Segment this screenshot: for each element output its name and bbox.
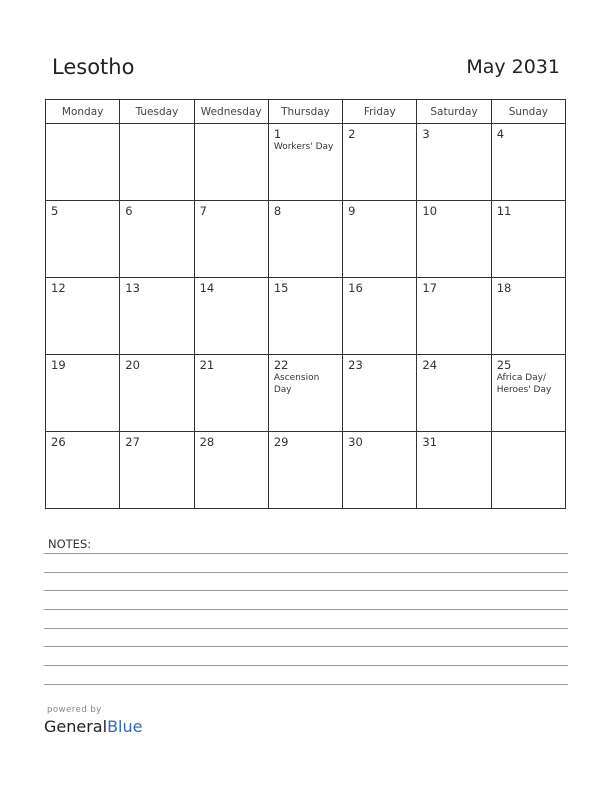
day-number: 16	[348, 281, 363, 295]
day-number: 27	[125, 435, 140, 449]
week-row	[46, 355, 566, 432]
day-cell	[417, 278, 491, 355]
weekday-header-row	[46, 100, 566, 124]
day-cell	[46, 355, 120, 432]
brand-logo	[44, 717, 142, 736]
day-number: 4	[496, 127, 505, 141]
day-cell	[343, 201, 417, 278]
day-number: 24	[422, 358, 438, 372]
day-cell	[491, 355, 565, 432]
day-number: 2	[348, 127, 356, 141]
brand-general: General	[44, 717, 108, 736]
day-cell	[491, 124, 565, 201]
day-number: 17	[422, 281, 438, 295]
day-number: 9	[348, 204, 356, 218]
month-year-title: May 2031	[466, 56, 560, 78]
day-cell	[268, 355, 342, 432]
day-number: 14	[199, 281, 215, 295]
day-cell	[268, 432, 342, 509]
day-number: 10	[422, 204, 438, 218]
note-line	[44, 628, 568, 629]
weekday-header: Thursday	[268, 100, 342, 124]
day-cell	[120, 201, 194, 278]
day-cell	[194, 201, 268, 278]
day-number: 8	[273, 204, 282, 218]
day-number: 25	[496, 358, 512, 372]
day-number: 21	[199, 358, 215, 372]
holiday-event: Ascension Day	[273, 373, 320, 395]
day-cell	[120, 355, 194, 432]
day-cell	[194, 278, 268, 355]
week-row	[46, 278, 566, 355]
day-number: 12	[51, 281, 66, 295]
day-cell	[343, 124, 417, 201]
day-number: 30	[348, 435, 363, 449]
weekday-header: Sunday	[491, 100, 565, 124]
day-number: 28	[199, 435, 215, 449]
day-cell	[120, 278, 194, 355]
week-row	[46, 201, 566, 278]
day-cell	[46, 124, 120, 201]
weekday-header: Saturday	[417, 100, 491, 124]
note-line	[44, 646, 568, 647]
day-number: 20	[125, 358, 140, 372]
weekday-header: Monday	[46, 100, 120, 124]
note-line	[44, 590, 568, 591]
day-number: 13	[125, 281, 140, 295]
calendar-grid	[45, 99, 566, 509]
note-line	[44, 665, 568, 666]
day-cell	[491, 432, 565, 509]
day-number: 23	[348, 358, 363, 372]
day-number: 3	[422, 127, 430, 141]
note-line	[44, 572, 568, 573]
day-number: 1	[273, 127, 282, 141]
day-cell	[120, 432, 194, 509]
day-cell	[268, 201, 342, 278]
day-number: 15	[273, 281, 289, 295]
weekday-header: Friday	[343, 100, 417, 124]
week-row	[46, 124, 566, 201]
day-number: 6	[125, 204, 133, 218]
day-cell	[46, 432, 120, 509]
note-line	[44, 609, 568, 610]
holiday-event: Workers' Day	[273, 142, 334, 152]
day-cell	[120, 124, 194, 201]
note-line	[44, 684, 568, 685]
day-cell	[194, 432, 268, 509]
note-line	[44, 553, 568, 554]
day-number: 7	[199, 204, 207, 218]
day-cell	[343, 278, 417, 355]
holiday-event: Africa Day/ Heroes' Day	[496, 373, 552, 395]
day-cell	[194, 355, 268, 432]
country-title: Lesotho	[52, 55, 135, 79]
day-cell	[417, 432, 491, 509]
day-number: 22	[273, 358, 289, 372]
day-number: 29	[273, 435, 289, 449]
day-cell	[343, 432, 417, 509]
day-cell	[417, 124, 491, 201]
day-cell	[343, 355, 417, 432]
day-cell	[46, 201, 120, 278]
day-number: 26	[51, 435, 66, 449]
day-cell	[491, 278, 565, 355]
day-number: 19	[51, 358, 66, 372]
day-cell	[417, 355, 491, 432]
day-cell	[417, 201, 491, 278]
day-number: 5	[51, 204, 59, 218]
weekday-header: Wednesday	[194, 100, 268, 124]
week-row	[46, 432, 566, 509]
day-number: 18	[496, 281, 512, 295]
day-number: 31	[422, 435, 438, 449]
brand-blue: Blue	[107, 717, 143, 736]
day-cell	[268, 278, 342, 355]
day-cell	[46, 278, 120, 355]
notes-label: NOTES:	[48, 537, 92, 551]
day-cell	[194, 124, 268, 201]
weekday-header: Tuesday	[120, 100, 194, 124]
day-number: 11	[496, 204, 512, 218]
powered-by-text: powered by	[47, 705, 102, 715]
day-cell	[491, 201, 565, 278]
day-cell	[268, 124, 342, 201]
